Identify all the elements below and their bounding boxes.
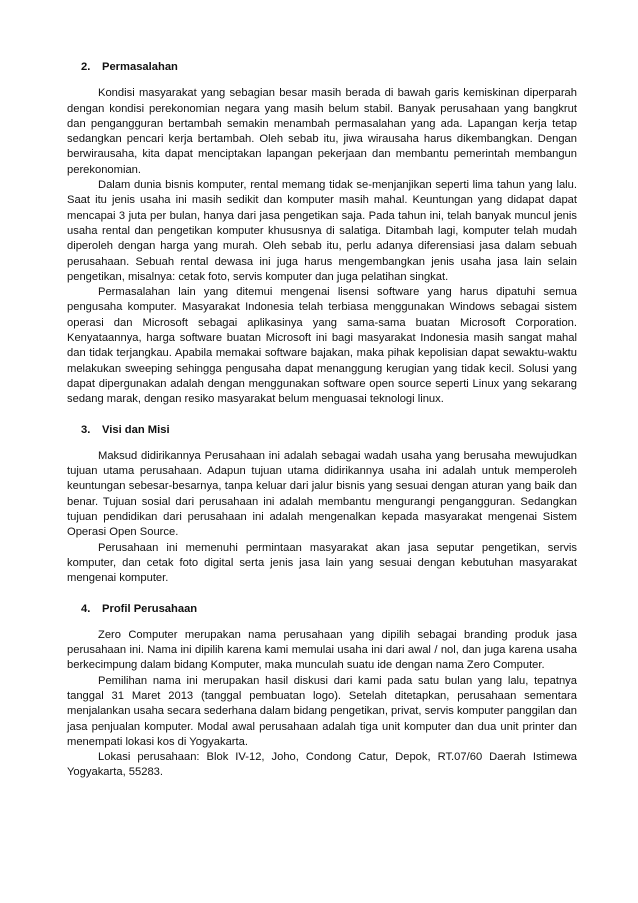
- section-visi-dan-misi: [67, 423, 577, 587]
- section-number: 4.: [81, 602, 91, 615]
- paragraph: Permasalahan lain yang ditemui mengenai lisensi software yang harus dipatuhi semua pengusaha komputer. Masyarakat Indonesia telah terbiasa menggunakan Windows sebagai sistem operasi dan Microsoft sebagai aplikasinya yang sama-sama buatan Microsoft Corporation. Kenyataannya, harga software buatan Microsoft ini bagi masyarakat Indonesia masih sangat mahal dan tidak terjangkau. Apabila memakai software bajakan, maka pihak kepolisian dapat sewaktu-waktu melakukan sweeping sehingga pengusaha dapat menanggung kerugian yang tidak kecil. Solusi yang dapat dipergunakan adalah dengan menggunakan software open source seperti Linux yang sekarang sedang marak, dengan resiko masyarakat belum menguasai teknologi linux.: [67, 286, 577, 406]
- paragraph: Dalam dunia bisnis komputer, rental memang tidak se-menjanjikan seperti lima tahun yang lalu. Saat itu jenis usaha ini masih sedikit dan komputer masih mahal. Keuntungan yang didapat dapat mencapai 3 juta per bulan, hanya dari jasa pengetikan saja. Pada tahun ini, telah banyak muncul jenis usaha rental dan pengetikan komputer khususnya di salatiga. Ditambah lagi, komputer telah mudah diperoleh dengan harga yang murah. Oleh sebab itu, perlu adanya diferensiasi jasa dalam sebuah perusahaan. Sebuah rental dewasa ini juga harus mengembangkan jenis usaha jasa lain selain pengetikan, misalnya: cetak foto, servis komputer dan juga pelatihan singkat.: [67, 179, 577, 283]
- section-title: Visi dan Misi: [102, 423, 170, 436]
- section-profil-perusahaan: [67, 602, 577, 781]
- section-title: Profil Perusahaan: [102, 602, 198, 615]
- section-title: Permasalahan: [102, 61, 178, 73]
- paragraph: Maksud didirikannya Perusahaan ini adalah sebagai wadah usaha yang berusaha mewujudkan tujuan utama perusahaan. Adapun tujuan utama didirikannya usaha ini adalah untuk memperoleh keuntungan sebesar-besarnya, tanpa keluar dari jalur bisnis yang sesuai dengan aturan yang baik dan benar. Tujuan sosial dari perusahaan ini adalah membantu mengurangi pengangguran. Sedangkan tujuan pendidikan dari perusahaan ini adalah mengenalkan kepada masyarakat mengenai Sistem Operasi Open Source.: [67, 449, 577, 539]
- section-heading: [81, 602, 577, 617]
- paragraph: Perusahaan ini memenuhi permintaan masyarakat akan jasa seputar pengetikan, servis komputer, dan cetak foto digital serta jenis jasa lain yang sesuai dengan kebutuhan masyarakat mengenai komputer.: [67, 541, 577, 585]
- section-heading: [81, 60, 577, 75]
- paragraph: Kondisi masyarakat yang sebagian besar masih berada di bawah garis kemiskinan diperparah dengan kondisi perekonomian negara yang masih belum stabil. Banyak perusahaan yang bangkrut dan pengangguran bertambah semakin menambah permasalahan yang ada. Lapangan kerja tetap sedangkan pencari kerja bertambah. Oleh sebab itu, jiwa wirausaha harus dikembangkan. Dengan berwirausaha, kita dapat menciptakan lapangan pekerjaan dan membantu pemerintah membangun perekonomian.: [67, 87, 577, 176]
- paragraph: Pemilihan nama ini merupakan hasil diskusi dari kami pada satu bulan yang lalu, tepatnya tanggal 31 Maret 2013 (tanggal pembuatan logo). Setelah ditetapkan, perusahaan sementara menjalankan usaha secara sederhana dalam bidang pengetikan, privat, servis komputer panggilan dan jasa penjualan komputer. Modal awal perusahaan adalah tiga unit komputer dan dua unit printer dan menempati lokasi kos di Yogyakarta.: [67, 674, 577, 748]
- section-number: 2.: [81, 61, 91, 73]
- paragraph: Lokasi perusahaan: Blok IV-12, Joho, Condong Catur, Depok, RT.07/60 Daerah Istimewa Yogyakarta, 55283.: [67, 751, 577, 779]
- document-page: [67, 60, 577, 781]
- paragraph: Zero Computer merupakan nama perusahaan yang dipilih sebagai branding produk jasa perusahaan ini. Nama ini dipilih karena kami memulai usaha ini dari awal / nol, dan juga karena usaha berkecimpung dalam bidang Komputer, maka munculah suatu ide dengan nama Zero Computer.: [67, 628, 577, 672]
- section-number: 3.: [81, 423, 91, 436]
- section-permasalahan: [67, 60, 577, 408]
- section-heading: [81, 423, 577, 438]
